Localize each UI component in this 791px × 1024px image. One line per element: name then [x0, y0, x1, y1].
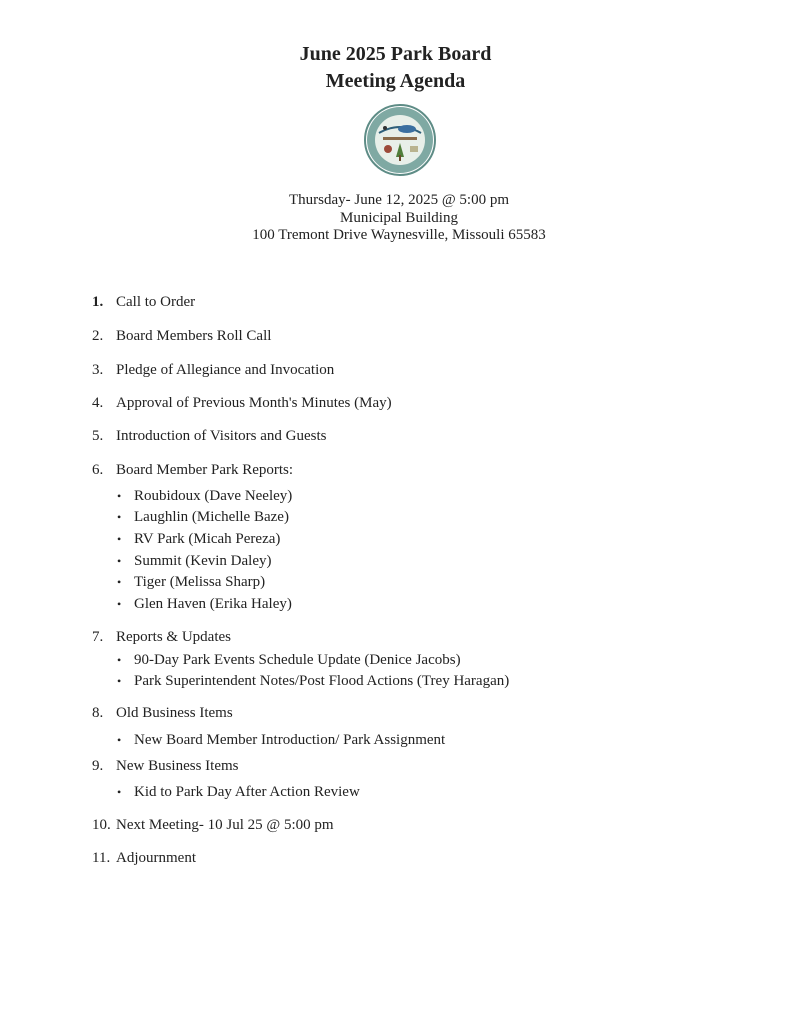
agenda-item-number: 1.	[92, 294, 104, 310]
park-report-text: Tiger (Melissa Sharp)	[134, 574, 266, 590]
list-item	[117, 552, 271, 570]
bullet-icon: •	[117, 733, 122, 747]
agenda-item-pledge	[92, 361, 334, 379]
page-title-line2: Meeting Agenda	[325, 70, 466, 92]
agenda-item-text: Board Member Park Reports:	[116, 462, 294, 478]
bullet-icon: •	[117, 597, 122, 611]
list-item	[117, 508, 289, 526]
bullet-icon: •	[117, 674, 122, 688]
bullet-icon: •	[117, 532, 122, 546]
agenda-item-reports-updates	[92, 628, 231, 646]
bullet-icon: •	[117, 554, 122, 568]
agenda-item-minutes	[92, 394, 392, 412]
list-item	[117, 595, 292, 613]
bullet-icon: •	[117, 785, 122, 799]
park-report-text: Roubidoux (Dave Neeley)	[134, 488, 293, 504]
agenda-item-old-business	[92, 704, 233, 722]
report-update-text: 90-Day Park Events Schedule Update (Denice Jacobs)	[134, 652, 461, 668]
meeting-address: 100 Tremont Drive Waynesville, Missouli 65583	[252, 227, 546, 243]
old-business-text: New Board Member Introduction/ Park Assignment	[134, 732, 446, 748]
agenda-item-text: Reports & Updates	[116, 629, 231, 645]
list-item	[117, 530, 280, 548]
agenda-item-next-meeting	[92, 816, 334, 834]
agenda-item-text: Call to Order	[116, 294, 196, 310]
bullet-icon: •	[117, 575, 122, 589]
bullet-icon: •	[117, 489, 122, 503]
agenda-item-text: Introduction of Visitors and Guests	[116, 428, 327, 444]
park-seal-logo-icon	[363, 103, 437, 177]
agenda-item-text: New Business Items	[116, 758, 239, 774]
agenda-item-text: Approval of Previous Month's Minutes (May)	[116, 395, 392, 411]
list-item	[117, 573, 265, 591]
agenda-item-number: 6.	[92, 462, 104, 478]
agenda-item-number: 9.	[92, 758, 104, 774]
list-item	[117, 731, 445, 749]
agenda-item-number: 11.	[92, 850, 111, 866]
page-title-line1: June 2025 Park Board	[299, 43, 492, 65]
agenda-item-text: Adjournment	[116, 850, 196, 866]
agenda-item-number: 8.	[92, 705, 104, 721]
park-report-text: RV Park (Micah Pereza)	[134, 531, 281, 547]
agenda-item-number: 3.	[92, 362, 104, 378]
new-business-text: Kid to Park Day After Action Review	[134, 784, 360, 800]
list-item	[117, 672, 509, 690]
agenda-item-adjournment	[92, 849, 196, 867]
agenda-item-park-reports	[92, 461, 293, 479]
agenda-item-text: Old Business Items	[116, 705, 233, 721]
agenda-item-number: 10.	[92, 817, 111, 833]
bullet-icon: •	[117, 510, 122, 524]
agenda-item-text: Next Meeting- 10 Jul 25 @ 5:00 pm	[116, 817, 334, 833]
park-report-text: Summit (Kevin Daley)	[134, 553, 272, 569]
agenda-item-number: 4.	[92, 395, 104, 411]
list-item	[117, 783, 360, 801]
meeting-location: Municipal Building	[340, 210, 458, 226]
park-report-text: Glen Haven (Erika Haley)	[134, 596, 292, 612]
list-item	[117, 651, 461, 669]
agenda-item-new-business	[92, 757, 239, 775]
meeting-date: Thursday- June 12, 2025 @ 5:00 pm	[288, 192, 510, 208]
park-report-text: Laughlin (Michelle Baze)	[134, 509, 289, 525]
agenda-item-number: 5.	[92, 428, 104, 444]
agenda-item-call-to-order	[92, 293, 195, 311]
agenda-item-roll-call	[92, 327, 271, 345]
agenda-item-number: 2.	[92, 328, 104, 344]
agenda-item-text: Board Members Roll Call	[116, 328, 272, 344]
agenda-item-text: Pledge of Allegiance and Invocation	[116, 362, 335, 378]
list-item	[117, 487, 292, 505]
agenda-item-number: 7.	[92, 629, 104, 645]
bullet-icon: •	[117, 653, 122, 667]
report-update-text: Park Superintendent Notes/Post Flood Actions (Trey Haragan)	[134, 673, 510, 689]
agenda-item-visitors	[92, 427, 326, 445]
